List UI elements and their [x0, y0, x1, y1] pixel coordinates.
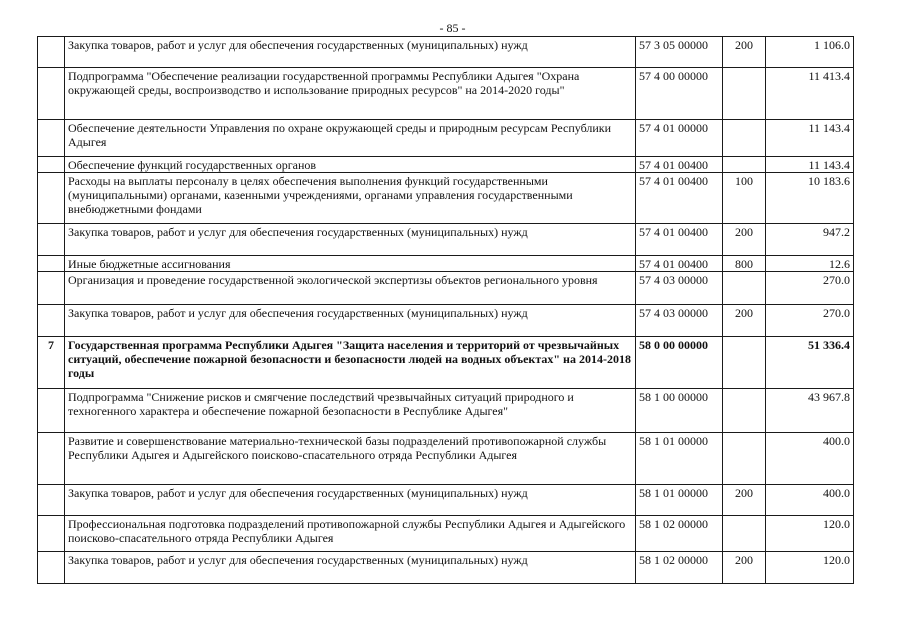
target-code: 57 4 01 00400	[636, 157, 723, 173]
table-row	[38, 337, 854, 389]
item-name: Закупка товаров, работ и услуг для обеспечения государственных (муниципальных) нужд	[65, 552, 636, 584]
expense-type	[723, 516, 766, 552]
expense-type	[723, 433, 766, 485]
item-name: Подпрограмма "Снижение рисков и смягчение последствий чрезвычайных ситуаций природного и техногенного характера и обеспечение пожарной безопасности в Республике Адыгея"	[65, 389, 636, 433]
row-number	[38, 552, 65, 584]
item-name: Государственная программа Республики Адыгея "Защита населения и территорий от чрезвычайных ситуаций, обеспечение пожарной безопасности и безопасности людей на водных объектах" на 2014-2018 годы	[65, 337, 636, 389]
row-number	[38, 433, 65, 485]
budget-table-body	[38, 37, 854, 584]
amount: 270.0	[766, 272, 854, 305]
row-number	[38, 37, 65, 68]
row-number	[38, 516, 65, 552]
amount: 947.2	[766, 224, 854, 256]
amount: 51 336.4	[766, 337, 854, 389]
target-code: 57 4 01 00400	[636, 224, 723, 256]
table-row	[38, 256, 854, 272]
expense-type: 200	[723, 37, 766, 68]
row-number	[38, 68, 65, 120]
table-row	[38, 157, 854, 173]
target-code: 58 0 00 00000	[636, 337, 723, 389]
amount: 11 143.4	[766, 157, 854, 173]
item-name: Закупка товаров, работ и услуг для обеспечения государственных (муниципальных) нужд	[65, 224, 636, 256]
table-row	[38, 68, 854, 120]
item-name: Расходы на выплаты персоналу в целях обеспечения выполнения функций государственными (муниципальными) органами, казенными учреждениями, органами управления государственными внебюджетными фондами	[65, 173, 636, 224]
expense-type: 800	[723, 256, 766, 272]
row-number	[38, 305, 65, 337]
target-code: 58 1 01 00000	[636, 485, 723, 516]
target-code: 58 1 02 00000	[636, 552, 723, 584]
amount: 120.0	[766, 552, 854, 584]
expense-type	[723, 389, 766, 433]
page-number: - 85 -	[439, 21, 466, 35]
item-name: Профессиональная подготовка подразделений противопожарной службы Республики Адыгея и Адыгейского поисково-спасательного отряда Республики Адыгея	[65, 516, 636, 552]
row-number	[38, 224, 65, 256]
row-number: 7	[38, 337, 65, 389]
row-number	[38, 272, 65, 305]
table-row	[38, 433, 854, 485]
target-code: 57 4 03 00000	[636, 272, 723, 305]
amount: 400.0	[766, 485, 854, 516]
target-code: 57 4 01 00000	[636, 120, 723, 157]
item-name: Подпрограмма "Обеспечение реализации государственной программы Республики Адыгея "Охрана окружающей среды, воспроизводство и использование природных ресурсов" на 2014-2020 годы"	[65, 68, 636, 120]
amount: 10 183.6	[766, 173, 854, 224]
item-name: Закупка товаров, работ и услуг для обеспечения государственных (муниципальных) нужд	[65, 305, 636, 337]
target-code: 57 4 03 00000	[636, 305, 723, 337]
budget-table	[37, 36, 854, 584]
amount: 12.6	[766, 256, 854, 272]
table-row	[38, 485, 854, 516]
expense-type: 200	[723, 552, 766, 584]
item-name: Закупка товаров, работ и услуг для обеспечения государственных (муниципальных) нужд	[65, 37, 636, 68]
row-number	[38, 120, 65, 157]
item-name: Обеспечение функций государственных органов	[65, 157, 636, 173]
expense-type	[723, 337, 766, 389]
item-name: Развитие и совершенствование материально-технической базы подразделений противопожарной службы Республики Адыгея и Адыгейского поисково-спасательного отряда Республики Адыгея	[65, 433, 636, 485]
row-number	[38, 485, 65, 516]
item-name: Обеспечение деятельности Управления по охране окружающей среды и природным ресурсам Республики Адыгея	[65, 120, 636, 157]
table-row	[38, 37, 854, 68]
amount: 43 967.8	[766, 389, 854, 433]
item-name: Закупка товаров, работ и услуг для обеспечения государственных (муниципальных) нужд	[65, 485, 636, 516]
item-name: Организация и проведение государственной экологической экспертизы объектов регионального уровня	[65, 272, 636, 305]
amount: 11 143.4	[766, 120, 854, 157]
amount: 1 106.0	[766, 37, 854, 68]
row-number	[38, 256, 65, 272]
row-number	[38, 173, 65, 224]
amount: 120.0	[766, 516, 854, 552]
table-row	[38, 224, 854, 256]
target-code: 57 3 05 00000	[636, 37, 723, 68]
amount: 11 413.4	[766, 68, 854, 120]
table-row	[38, 389, 854, 433]
target-code: 58 1 01 00000	[636, 433, 723, 485]
row-number	[38, 389, 65, 433]
amount: 270.0	[766, 305, 854, 337]
expense-type: 200	[723, 305, 766, 337]
target-code: 57 4 01 00400	[636, 256, 723, 272]
table-row	[38, 516, 854, 552]
item-name: Иные бюджетные ассигнования	[65, 256, 636, 272]
target-code: 57 4 00 00000	[636, 68, 723, 120]
row-number	[38, 157, 65, 173]
target-code: 58 1 02 00000	[636, 516, 723, 552]
expense-type	[723, 68, 766, 120]
expense-type	[723, 157, 766, 173]
table-row	[38, 272, 854, 305]
amount: 400.0	[766, 433, 854, 485]
table-row	[38, 552, 854, 584]
expense-type	[723, 272, 766, 305]
expense-type: 100	[723, 173, 766, 224]
expense-type	[723, 120, 766, 157]
target-code: 57 4 01 00400	[636, 173, 723, 224]
table-row	[38, 305, 854, 337]
expense-type: 200	[723, 485, 766, 516]
expense-type: 200	[723, 224, 766, 256]
target-code: 58 1 00 00000	[636, 389, 723, 433]
table-row	[38, 120, 854, 157]
table-row	[38, 173, 854, 224]
